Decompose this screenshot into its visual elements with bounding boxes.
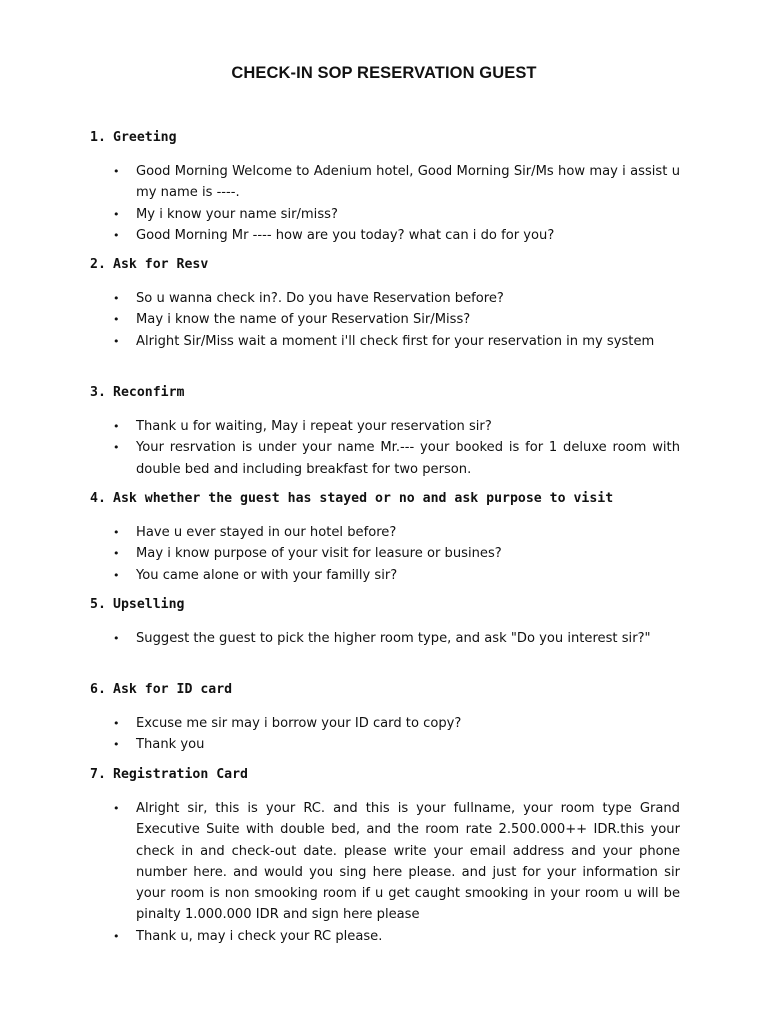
list-item-text: Alright sir, this is your RC. and this is your fullname, your room type Grand Executive Suite with double bed, and the room rate 2.500.000++ IDR.this your check in and check-out date. please write your email address and your phone number here. and would you sing here please. and just for your information sir your room is non smooking room if u get caught smooking in your room u will be pinalty 1.000.000 IDR and sign here please xyxy=(136,801,680,923)
bullet-icon: • xyxy=(113,313,120,327)
list-item-text: Alright Sir/Miss wait a moment i'll check first for your reservation in my system xyxy=(136,333,655,349)
list-item xyxy=(90,798,680,926)
section-id-card xyxy=(90,681,680,756)
list-item xyxy=(90,416,680,437)
list-item-text: My i know your name sir/miss? xyxy=(136,206,338,222)
list-item xyxy=(90,565,680,586)
bullet-list xyxy=(90,798,680,947)
bullet-icon: • xyxy=(113,738,120,752)
section-heading xyxy=(90,490,680,508)
section-title: Ask whether the guest has stayed or no and ask purpose to visit xyxy=(113,491,614,506)
list-item xyxy=(90,543,680,564)
bullet-icon: • xyxy=(113,228,120,242)
bullet-icon: • xyxy=(113,568,120,582)
list-item-text: You came alone or with your familly sir? xyxy=(136,567,398,583)
section-number: 3. xyxy=(90,385,106,400)
list-item-text: May i know purpose of your visit for leasure or busines? xyxy=(136,546,502,562)
section-number: 4. xyxy=(90,491,106,506)
bullet-icon: • xyxy=(113,929,120,943)
bullet-list xyxy=(90,628,680,649)
list-item-text: Suggest the guest to pick the higher room type, and ask "Do you interest sir?" xyxy=(136,631,651,646)
bullet-icon: • xyxy=(113,165,120,178)
bullet-icon: • xyxy=(113,207,120,221)
section-ask-for-resv xyxy=(90,256,680,352)
section-upselling xyxy=(90,596,680,649)
list-item-text: Your resrvation is under your name Mr.--- your booked is for 1 deluxe room with double bed and including breakfast for two person. xyxy=(136,440,680,477)
section-greeting xyxy=(90,129,680,246)
section-number: 7. xyxy=(90,767,106,782)
section-number: 1. xyxy=(90,130,106,145)
list-item xyxy=(90,628,680,649)
bullet-icon: • xyxy=(113,547,120,561)
list-item xyxy=(90,734,680,755)
section-title: Registration Card xyxy=(113,767,248,782)
section-title: Greeting xyxy=(113,130,177,145)
list-item-text: So u wanna check in?. Do you have Reservation before? xyxy=(136,291,504,306)
bullet-list xyxy=(90,713,680,756)
section-registration-card xyxy=(90,766,680,947)
list-item-text: Good Morning Welcome to Adenium hotel, Good Morning Sir/Ms how may i assist u my name is ----. xyxy=(136,164,680,201)
bullet-icon: • xyxy=(113,292,120,305)
bullet-list xyxy=(90,161,680,246)
bullet-icon: • xyxy=(113,632,120,645)
list-item-text: Thank you xyxy=(136,737,205,753)
bullet-icon: • xyxy=(113,334,120,348)
section-number: 6. xyxy=(90,682,106,697)
list-item-text: Thank u, may i check your RC please. xyxy=(136,928,383,944)
list-item xyxy=(90,522,680,543)
section-heading xyxy=(90,256,680,274)
list-item xyxy=(90,225,680,246)
bullet-list xyxy=(90,288,680,352)
bullet-icon: • xyxy=(113,717,120,730)
list-item xyxy=(90,437,680,480)
section-reconfirm xyxy=(90,384,680,480)
list-item xyxy=(90,309,680,330)
bullet-icon: • xyxy=(113,441,120,455)
list-item xyxy=(90,713,680,734)
section-heading xyxy=(90,766,680,784)
section-number: 2. xyxy=(90,257,106,272)
list-item-text: May i know the name of your Reservation Sir/Miss? xyxy=(136,312,471,328)
bullet-icon: • xyxy=(113,802,120,815)
section-title: Reconfirm xyxy=(113,385,185,400)
bullet-list xyxy=(90,522,680,586)
list-item xyxy=(90,204,680,225)
list-item-text: Have u ever stayed in our hotel before? xyxy=(136,525,397,540)
list-item-text: Thank u for waiting, May i repeat your reservation sir? xyxy=(136,419,492,434)
section-heading xyxy=(90,681,680,699)
bullet-list xyxy=(90,416,680,480)
section-heading xyxy=(90,384,680,402)
list-item-text: Good Morning Mr ---- how are you today? what can i do for you? xyxy=(136,227,555,243)
list-item xyxy=(90,288,680,309)
section-heading xyxy=(90,596,680,614)
section-title: Ask for ID card xyxy=(113,682,233,697)
section-heading xyxy=(90,129,680,147)
list-item xyxy=(90,161,680,204)
document-title: CHECK-IN SOP RESERVATION GUEST xyxy=(231,64,537,82)
bullet-icon: • xyxy=(113,420,120,433)
list-item xyxy=(90,926,680,947)
list-item-text: Excuse me sir may i borrow your ID card to copy? xyxy=(136,716,462,731)
section-title: Ask for Resv xyxy=(113,257,209,272)
section-guest-history xyxy=(90,490,680,586)
section-title: Upselling xyxy=(113,597,185,612)
list-item xyxy=(90,331,680,352)
section-number: 5. xyxy=(90,597,106,612)
bullet-icon: • xyxy=(113,526,120,539)
